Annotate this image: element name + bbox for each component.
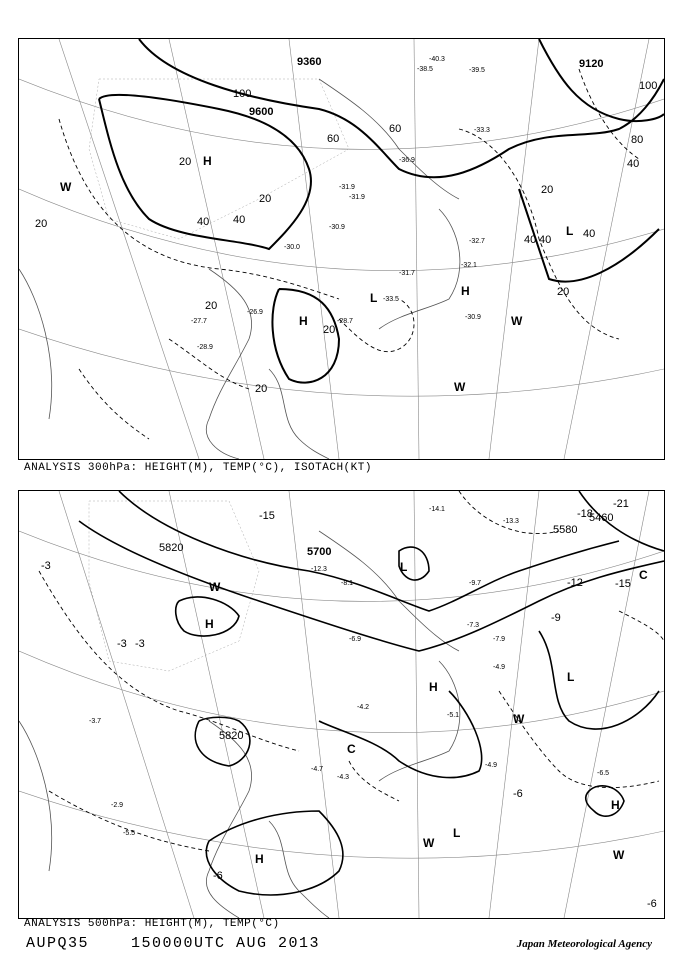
warm-center-mark: W: [209, 580, 221, 594]
low-center-mark: L: [400, 560, 408, 574]
isotach-label: 20: [259, 193, 272, 205]
isotherm-label: -6: [213, 870, 223, 882]
warm-center-mark: W: [454, 380, 466, 394]
warm-center-mark: W: [513, 712, 525, 726]
temp-label: -30.9: [329, 224, 345, 231]
temp-label: -31.9: [339, 184, 355, 191]
warm-center-mark: W: [423, 836, 435, 850]
temp-label: -5.5: [123, 830, 136, 837]
cold-center-mark: C: [347, 742, 356, 756]
isotach-label: 40: [627, 158, 640, 170]
low-center-mark: L: [566, 224, 574, 238]
high-center-mark: H: [205, 617, 214, 631]
height-labels: [159, 512, 613, 742]
isotherm-label: -15: [615, 578, 631, 590]
height-label: 5700: [307, 546, 332, 558]
isotach-label: 20: [255, 383, 268, 395]
isotherm-label: -3: [117, 638, 127, 650]
temp-label: -28.7: [337, 318, 353, 325]
map-panel-500hpa: [18, 490, 665, 919]
temp-label: -32.7: [469, 238, 485, 245]
high-center-mark: H: [203, 154, 212, 168]
isotach-label: 60: [389, 123, 402, 135]
temp-label: -4.2: [357, 704, 370, 711]
temp-label: -6.5: [597, 770, 610, 777]
low-center-mark: L: [453, 826, 461, 840]
isotach-label: 20: [205, 300, 218, 312]
height-label: 9120: [579, 58, 604, 70]
caption-500hpa: ANALYSIS 500hPa: HEIGHT(M), TEMP(°C): [24, 918, 280, 930]
temp-label: -9.7: [469, 580, 482, 587]
height-contours: [99, 39, 664, 383]
product-line: [26, 935, 320, 952]
temp-label: -28.9: [197, 344, 213, 351]
temp-label: -30.9: [465, 314, 481, 321]
temp-label: -7.9: [493, 636, 506, 643]
temp-label: -6.9: [349, 636, 362, 643]
temp-label: -5.1: [447, 712, 460, 719]
temp-label: -2.9: [111, 802, 124, 809]
height-label: 5820: [159, 542, 184, 554]
isotach-label: 20: [557, 286, 570, 298]
temp-label: -40.3: [429, 56, 445, 63]
pressure-centers: [60, 154, 573, 394]
high-center-mark: H: [611, 798, 620, 812]
product-code: AUPQ35: [26, 935, 90, 952]
temp-label: -12.3: [311, 566, 327, 573]
isotherm-label: -3: [41, 560, 51, 572]
graticule: [19, 39, 664, 459]
temp-label: -26.9: [247, 309, 263, 316]
caption-300hpa: ANALYSIS 300hPa: HEIGHT(M), TEMP(°C), ISOTACH(KT): [24, 462, 372, 474]
isotherm-label: -21: [613, 498, 629, 510]
temp-label: -4.7: [311, 766, 324, 773]
height-label: 9360: [297, 56, 322, 68]
isotach-label: 20: [541, 184, 554, 196]
isotach-label: 40: [583, 228, 596, 240]
isotach-label: 40: [539, 234, 552, 246]
coastline: [19, 79, 460, 459]
isotherm-label: -3: [135, 638, 145, 650]
temperature-labels: [191, 56, 490, 351]
agency-credit: Japan Meteorological Agency: [516, 938, 652, 950]
isotherm-label: -6: [647, 898, 657, 910]
temp-label: -8.1: [341, 580, 354, 587]
height-label: 5460: [589, 512, 614, 524]
low-center-mark: L: [370, 291, 378, 305]
warm-center-mark: W: [613, 848, 625, 862]
isotherm-label: -15: [259, 510, 275, 522]
low-center-mark: L: [567, 670, 575, 684]
temp-label: -36.9: [399, 157, 415, 164]
isotachs: [59, 69, 639, 439]
isotherm-label: -18: [577, 508, 593, 520]
isotach-label: 40: [233, 214, 246, 226]
isotach-label: 100: [639, 80, 658, 92]
cold-center-mark: C: [639, 568, 648, 582]
map-300hpa-svg: [19, 39, 664, 459]
temp-label: -4.3: [337, 774, 350, 781]
temp-label: -30.0: [284, 244, 300, 251]
warm-center-mark: W: [511, 314, 523, 328]
isotherm-label: -6: [513, 788, 523, 800]
isotherm-label: -9: [551, 612, 561, 624]
isotach-label: 60: [327, 133, 340, 145]
isotach-label: 20: [179, 156, 192, 168]
temp-label: -39.5: [469, 67, 485, 74]
isotach-label: 40: [524, 234, 537, 246]
isotach-label: 40: [197, 216, 210, 228]
temp-label: -13.3: [503, 518, 519, 525]
temp-label: -33.3: [474, 127, 490, 134]
isotherm-label: -12: [567, 577, 583, 589]
temp-label: -33.5: [383, 296, 399, 303]
valid-time: 150000UTC AUG 2013: [131, 935, 321, 952]
height-label: 5820: [219, 730, 244, 742]
temp-label: -32.1: [461, 262, 477, 269]
temp-label: -31.9: [349, 194, 365, 201]
height-label: 9600: [249, 106, 274, 118]
map-500hpa-svg: [19, 491, 664, 918]
high-center-mark: H: [429, 680, 438, 694]
temp-label: -14.1: [429, 506, 445, 513]
high-center-mark: H: [299, 314, 308, 328]
high-center-mark: H: [255, 852, 264, 866]
temp-label: -4.9: [493, 664, 506, 671]
temp-label: -31.7: [399, 270, 415, 277]
temperature-hatching: [89, 501, 259, 671]
isotach-label: 100: [233, 88, 252, 100]
isotach-label: 80: [631, 134, 644, 146]
map-panel-300hpa: [18, 38, 665, 460]
isotach-label: 20: [35, 218, 48, 230]
coastline: [19, 531, 460, 918]
temp-label: -38.5: [417, 66, 433, 73]
high-center-mark: H: [461, 284, 470, 298]
temp-label: -4.9: [485, 762, 498, 769]
height-label: 5580: [553, 524, 578, 536]
temp-label: -7.3: [467, 622, 480, 629]
isotach-label: 20: [323, 324, 336, 336]
temp-label: -3.7: [89, 718, 102, 725]
warm-center-mark: W: [60, 180, 72, 194]
temp-label: -27.7: [191, 318, 207, 325]
